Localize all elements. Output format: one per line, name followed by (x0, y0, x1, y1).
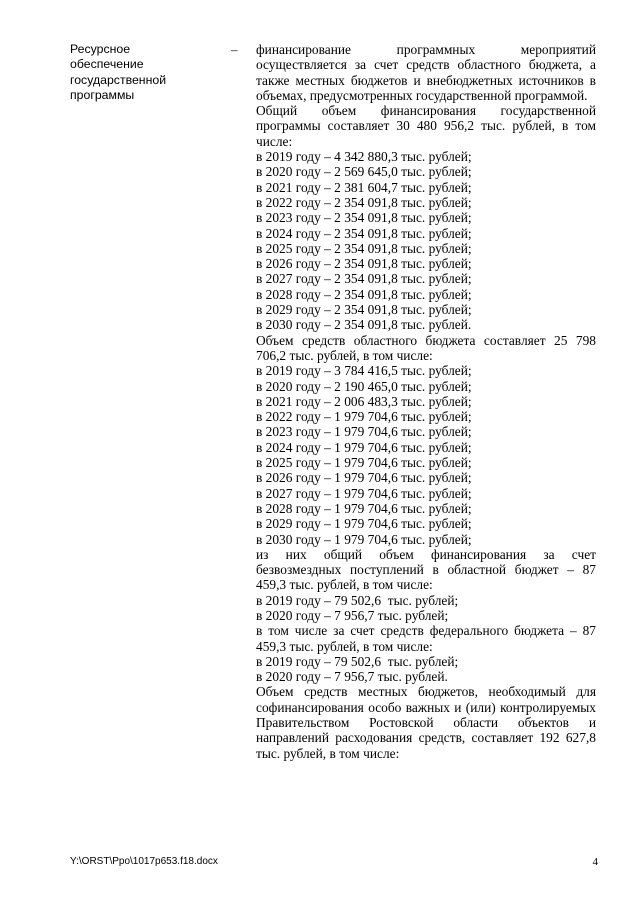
list-item: в 2020 году – 2 190 465,0 тыс. рублей; (256, 378, 472, 394)
list-item: в 2020 году – 2 569 645,0 тыс. рублей; (256, 164, 472, 180)
list-item: в 2019 году – 79 502,6 тыс. рублей; (256, 653, 459, 669)
content-column (256, 42, 596, 761)
list-item: в 2029 году – 2 354 091,8 тыс. рублей; (256, 302, 472, 318)
local-intro-paragraph: Объем средств местных бюджетов, необходимый для софинансирования особо важных и (или) контролируемых Правительством Ростовской области объектов и направлений расходования средств, составляет 192 627,8 тыс. рублей, в том числе: (256, 684, 596, 761)
list-item: в 2019 году – 3 784 416,5 тыс. рублей; (256, 363, 472, 379)
gratuitous-years-list (256, 593, 596, 624)
list-item: в 2023 году – 2 354 091,8 тыс. рублей; (256, 210, 472, 226)
list-item: в 2024 году – 2 354 091,8 тыс. рублей; (256, 225, 472, 241)
regional-years-list (256, 363, 596, 547)
section-label-line: Ресурсное (70, 42, 131, 56)
list-item: в 2028 году – 1 979 704,6 тыс. рублей; (256, 500, 472, 516)
total-years-list (256, 149, 596, 333)
section-label-line: обеспечение (70, 57, 144, 72)
list-item: в 2021 году – 2 006 483,3 тыс. рублей; (256, 393, 472, 409)
gratuitous-intro-paragraph: из них общий объем финансирования за счет безвозмездных поступлений в областной бюджет – 87 459,3 тыс. рублей, в том числе: (256, 546, 596, 593)
list-item: в 2019 году – 4 342 880,3 тыс. рублей; (256, 149, 472, 165)
list-item: в 2020 году – 7 956,7 тыс. рублей; (256, 607, 449, 623)
list-item: в 2028 году – 2 354 091,8 тыс. рублей; (256, 286, 472, 302)
list-item: в 2026 году – 1 979 704,6 тыс. рублей; (256, 470, 472, 486)
total-intro-paragraph: Общий объем финансирования государственной программы составляет 30 480 956,2 тыс. рублей, в том числе: (256, 103, 596, 149)
list-item: в 2030 году – 2 354 091,8 тыс. рублей. (256, 317, 472, 333)
list-item: в 2019 году – 79 502,6 тыс. рублей; (256, 592, 459, 608)
section-label-line: государственной (70, 72, 167, 87)
footer-file-path: Y:\ORST\Ppo\1017p653.f18.docx (70, 856, 218, 867)
section-label-line: программы (70, 87, 135, 102)
list-item: в 2027 году – 2 354 091,8 тыс. рублей; (256, 271, 472, 287)
list-item: в 2022 году – 1 979 704,6 тыс. рублей; (256, 409, 472, 425)
list-item: в 2030 году – 1 979 704,6 тыс. рублей; (256, 531, 472, 547)
list-item: в 2024 году – 1 979 704,6 тыс. рублей; (256, 439, 472, 455)
page-number: 4 (592, 856, 598, 868)
list-item: в 2027 году – 1 979 704,6 тыс. рублей; (256, 485, 472, 501)
regional-intro-paragraph: Объем средств областного бюджета составляет 25 798 706,2 тыс. рублей, в том числе: (256, 332, 596, 363)
list-item: в 2021 году – 2 381 604,7 тыс. рублей; (256, 179, 472, 195)
label-dash: – (231, 42, 238, 57)
list-item: в 2020 году – 7 956,7 тыс. рублей. (256, 669, 448, 685)
section-label (70, 42, 220, 103)
intro-paragraph: финансирование программных мероприятий осуществляется за счет средств областного бюджета, а также местных бюджетов и внебюджетных источников в объемах, предусмотренных государственной программой. (256, 42, 596, 103)
list-item: в 2023 году – 1 979 704,6 тыс. рублей; (256, 424, 472, 440)
list-item: в 2025 году – 1 979 704,6 тыс. рублей; (256, 455, 472, 471)
federal-intro-paragraph: в том числе за счет средств федерального бюджета – 87 459,3 тыс. рублей, в том числе: (256, 623, 596, 654)
list-item: в 2026 году – 2 354 091,8 тыс. рублей; (256, 256, 472, 272)
list-item: в 2022 году – 2 354 091,8 тыс. рублей; (256, 194, 472, 210)
list-item: в 2025 году – 2 354 091,8 тыс. рублей; (256, 240, 472, 256)
federal-years-list (256, 654, 596, 685)
list-item: в 2029 году – 1 979 704,6 тыс. рублей; (256, 516, 472, 532)
